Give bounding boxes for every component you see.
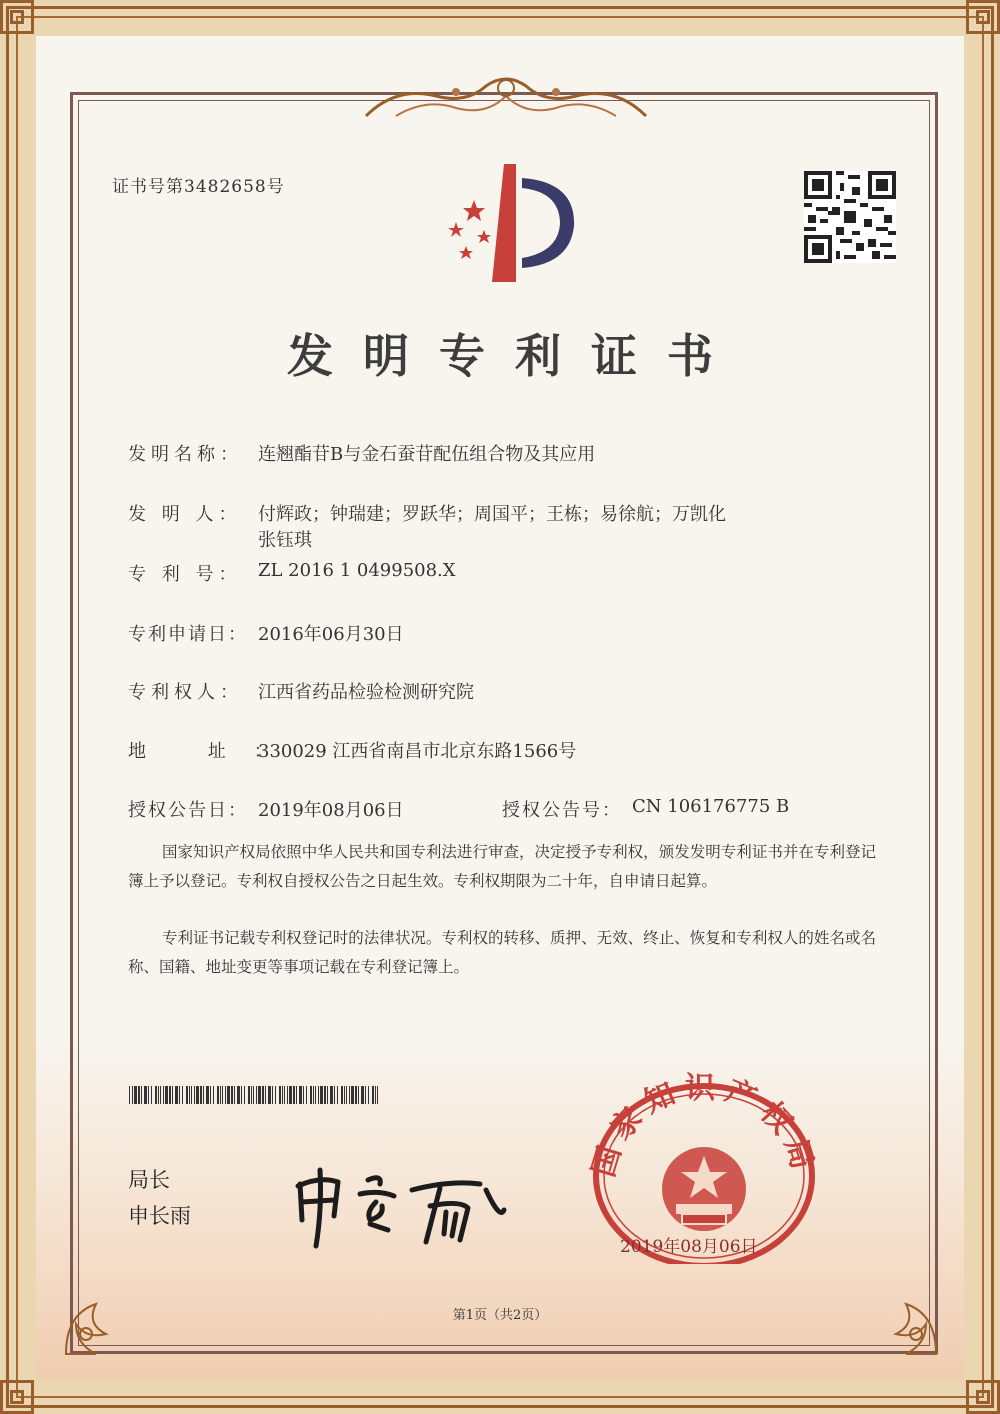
grant-date-label: 授权公告日： xyxy=(128,800,248,821)
signatory-name: 申长雨 xyxy=(128,1204,191,1228)
corner-ornament xyxy=(56,1284,136,1364)
inventor-value-continued: 张钰琪 xyxy=(258,530,312,551)
publication-number-label: 授权公告号： xyxy=(502,800,622,821)
barcode xyxy=(129,1086,379,1104)
top-ornament xyxy=(356,66,656,126)
signatory-title: 局长 xyxy=(128,1168,170,1192)
address-label: 地 址： xyxy=(128,741,300,762)
application-date-label: 专利申请日： xyxy=(128,624,248,645)
svg-text:国家知识产权局: 国家知识产权局 xyxy=(586,1071,822,1181)
patent-number-label: 专 利 号： xyxy=(128,564,242,585)
corner-key-ornament xyxy=(0,1380,34,1414)
invention-name-label: 发明名称： xyxy=(128,444,243,465)
inventor-label: 发 明 人： xyxy=(128,504,242,525)
corner-key-ornament xyxy=(966,0,1000,34)
patentee-label: 专利权人： xyxy=(128,682,243,703)
corner-key-ornament xyxy=(966,1380,1000,1414)
address-value: 330029 江西省南昌市北京东路1566号 xyxy=(258,741,577,762)
handwritten-signature xyxy=(290,1150,510,1250)
page-number: 第1页（共2页） xyxy=(452,1308,548,1323)
invention-name-value: 连翘酯苷B与金石蚕苷配伍组合物及其应用 xyxy=(258,444,596,465)
grant-date-value: 2019年08月06日 xyxy=(258,800,404,821)
corner-key-ornament xyxy=(0,0,34,34)
certificate-statement-paragraph: 国家知识产权局依照中华人民共和国专利法进行审查，决定授予专利权，颁发发明专利证书并在专利登记簿上予以登记。专利权自授权公告之日起生效。专利权期限为二十年，自申请日起算。 xyxy=(128,843,876,890)
certificate-title: 发明专利证书 xyxy=(287,329,743,383)
patent-office-emblem xyxy=(434,164,584,282)
application-date-value: 2016年06月30日 xyxy=(258,624,404,645)
qr-code xyxy=(804,170,896,264)
patentee-value: 江西省药品检验检测研究院 xyxy=(258,682,474,703)
certificate-statement-paragraph: 专利证书记载专利权登记时的法律状况。专利权的转移、质押、无效、终止、恢复和专利权人的姓名或名称、国籍、地址变更等事项记载在专利登记簿上。 xyxy=(128,929,876,976)
certificate-paper xyxy=(36,36,964,1378)
inventor-value: 付辉政；钟瑞建；罗跃华；周国平；王栋；易徐航；万凯化 xyxy=(258,504,726,525)
certificate-number: 证书号第3482658号 xyxy=(112,177,285,197)
patent-number-value: ZL 2016 1 0499508.X xyxy=(258,560,456,581)
publication-number-value: CN 106176775 B xyxy=(632,796,790,817)
seal-date: 2019年08月06日 xyxy=(620,1237,758,1257)
corner-ornament xyxy=(866,1284,946,1364)
